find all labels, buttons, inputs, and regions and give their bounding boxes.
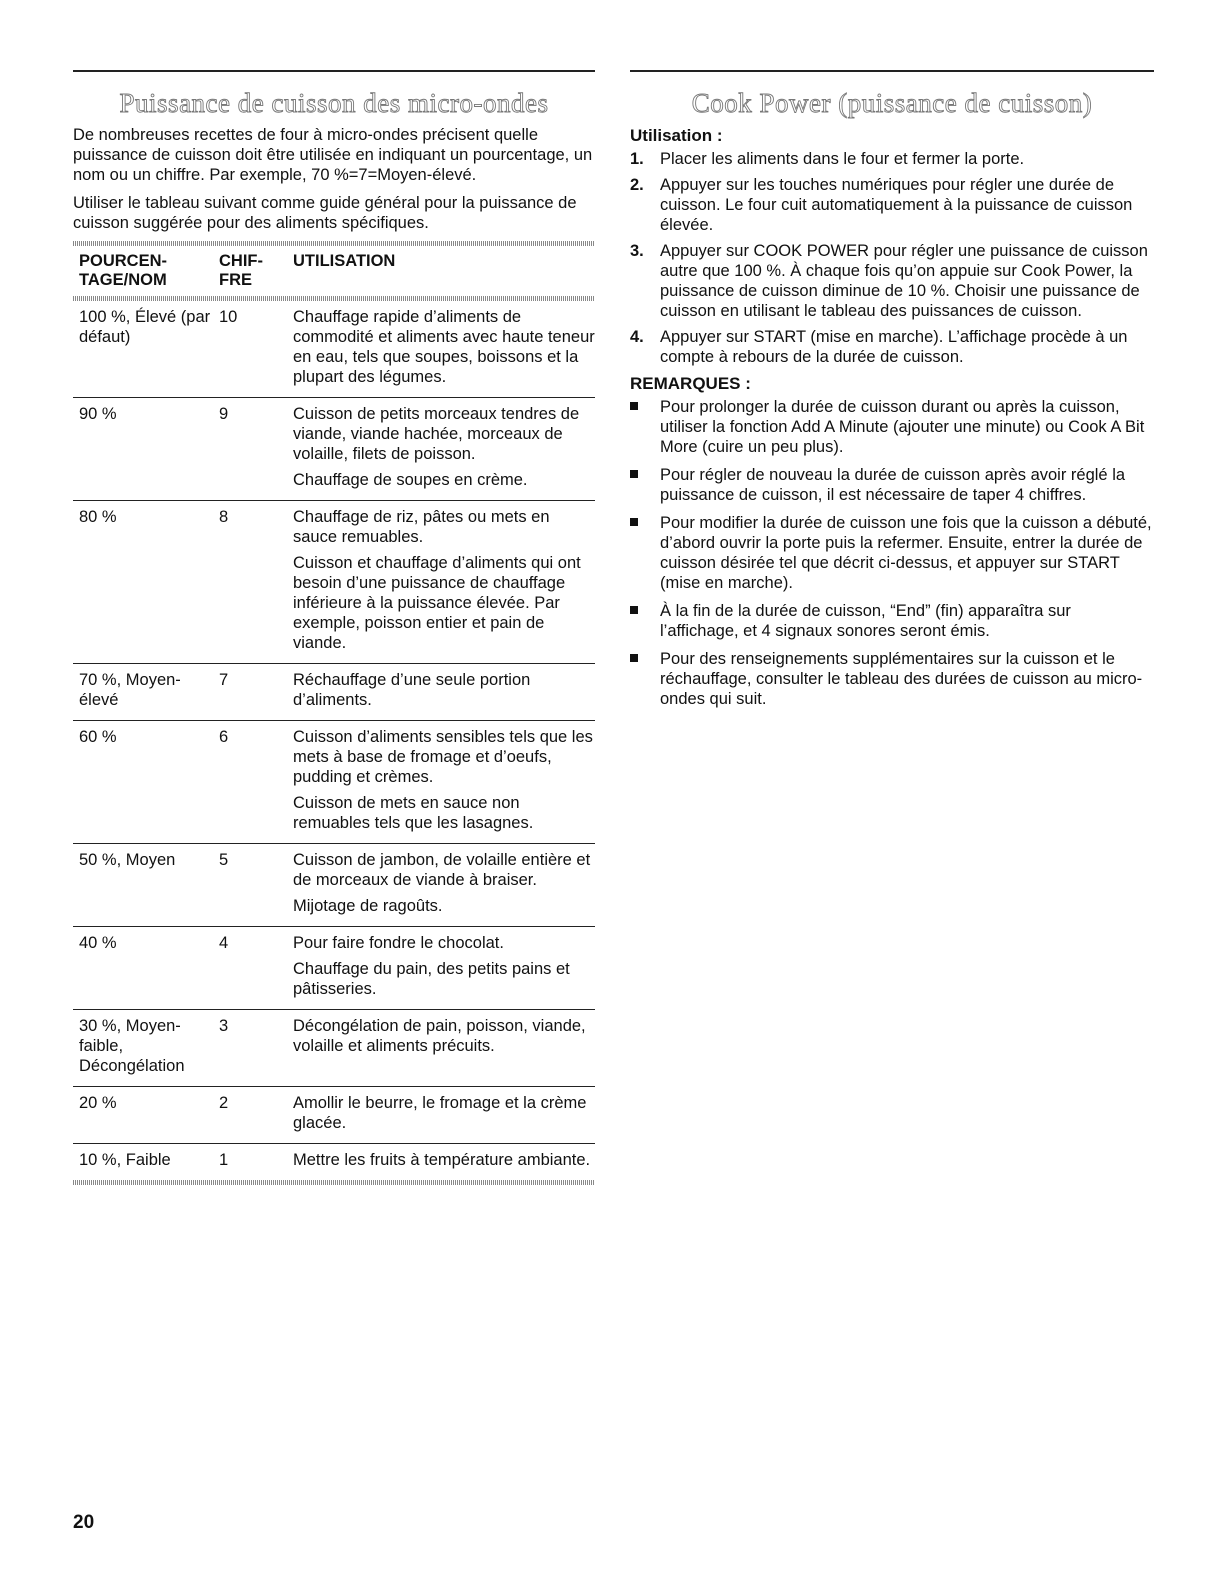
note-item xyxy=(630,649,1154,709)
row-name: 60 % xyxy=(73,721,219,844)
left-column xyxy=(73,70,595,1191)
step-text: Appuyer sur COOK POWER pour régler une puissance de cuisson autre que 100 %. À chaque fois qu’on appuie sur Cook Power, la puissance de cuisson diminue de 10 %. Choisir une puissance de cuisson en utilisant le tableau des puissances de cuisson. xyxy=(660,242,1148,320)
step-number: 3. xyxy=(630,242,644,260)
top-rule xyxy=(630,70,1154,72)
table-top-rule xyxy=(73,241,595,246)
note-text: Pour modifier la durée de cuisson une fois que la cuisson a débuté, d’abord ouvrir la porte puis la refermer. Ensuite, entrer la durée de cuisson désirée tel que décrit ci-dessus, et appuyer sur START (mise en marche). xyxy=(660,514,1152,592)
row-number: 7 xyxy=(219,664,293,721)
row-usage: Mijotage de ragoûts. xyxy=(293,897,443,915)
square-bullet-icon xyxy=(630,654,638,662)
row-usage: Chauffage du pain, des petits pains et pâtisseries. xyxy=(293,960,570,998)
table-row xyxy=(73,1087,595,1144)
cook-power-table xyxy=(73,252,595,1174)
step-text: Placer les aliments dans le four et fermer la porte. xyxy=(660,150,1025,168)
row-number: 9 xyxy=(219,398,293,501)
row-name: 40 % xyxy=(73,927,219,1010)
row-name: 10 %, Faible xyxy=(79,1151,171,1169)
row-usage: Cuisson de jambon, de volaille entière et de morceaux de viande à braiser. xyxy=(293,851,591,889)
table-row xyxy=(73,721,595,844)
table-bottom-rule xyxy=(73,1180,595,1185)
table-row xyxy=(73,398,595,501)
row-number: 6 xyxy=(219,721,293,844)
table-row xyxy=(73,927,595,1010)
table-row xyxy=(73,1010,595,1087)
step-number: 4. xyxy=(630,328,644,346)
note-item xyxy=(630,465,1154,505)
step-item xyxy=(630,149,1154,169)
top-rule xyxy=(73,70,595,72)
intro-paragraph: Utiliser le tableau suivant comme guide général pour la puissance de cuisson suggérée pour des aliments spécifiques. xyxy=(73,194,577,232)
note-text: Pour régler de nouveau la durée de cuisson après avoir réglé la puissance de cuisson, il est nécessaire de taper 4 chiffres. xyxy=(660,466,1126,504)
row-usage: Cuisson d’aliments sensibles tels que les mets à base de fromage et d’oeufs, pudding et crèmes. xyxy=(293,728,593,786)
row-name: 50 %, Moyen xyxy=(73,844,219,927)
step-item xyxy=(630,175,1154,235)
row-number: 3 xyxy=(219,1010,293,1087)
square-bullet-icon xyxy=(630,470,638,478)
row-usage: Cuisson de mets en sauce non remuables tels que les lasagnes. xyxy=(293,794,534,832)
note-text: Pour des renseignements supplémentaires sur la cuisson et le réchauffage, consulter le tableau des durées de cuisson au micro-ondes qui suit. xyxy=(660,650,1143,708)
step-item xyxy=(630,327,1154,367)
row-number: 8 xyxy=(219,501,293,664)
notes-list xyxy=(630,397,1154,709)
note-item xyxy=(630,601,1154,641)
table-row xyxy=(73,501,595,664)
row-number: 1 xyxy=(219,1151,229,1169)
header-percentage-name: POURCEN- TAGE/NOM xyxy=(79,252,168,289)
row-name: 70 %, Moyen-élevé xyxy=(73,664,219,721)
note-item xyxy=(630,397,1154,457)
intro-paragraph: De nombreuses recettes de four à micro-ondes précisent quelle puissance de cuisson doit être utilisée en indiquant un pourcentage, un nom ou un chiffre. Par exemple, 70 %=7=Moyen-élevé. xyxy=(73,126,593,184)
row-name: 80 % xyxy=(73,501,219,664)
section-title: Cook Power (puissance de cuisson) xyxy=(691,88,1093,118)
note-text: À la fin de la durée de cuisson, “End” (fin) apparaîtra sur l’affichage, et 4 signaux sonores seront émis. xyxy=(660,602,1071,640)
row-usage: Pour faire fondre le chocolat. xyxy=(293,934,504,952)
row-usage: Chauffage de riz, pâtes ou mets en sauce remuables. xyxy=(293,508,550,546)
note-text: Pour prolonger la durée de cuisson durant ou après la cuisson, utiliser la fonction Add A Minute (ajouter une minute) ou Cook A Bit More (cuire un peu plus). xyxy=(660,398,1145,456)
step-item xyxy=(630,241,1154,321)
row-usage: Amollir le beurre, le fromage et la crème glacée. xyxy=(293,1094,587,1132)
row-number: 2 xyxy=(219,1087,293,1144)
header-usage: UTILISATION xyxy=(293,252,396,270)
row-name: 90 % xyxy=(73,398,219,501)
table-row xyxy=(73,1144,595,1175)
row-name: 30 %, Moyen-faible, Décongélation xyxy=(73,1010,219,1087)
table-row xyxy=(73,844,595,927)
row-usage: Chauffage de soupes en crème. xyxy=(293,471,528,489)
square-bullet-icon xyxy=(630,606,638,614)
square-bullet-icon xyxy=(630,518,638,526)
row-usage: Décongélation de pain, poisson, viande, volaille et aliments précuits. xyxy=(293,1017,586,1055)
row-name: 20 % xyxy=(73,1087,219,1144)
table-header-row xyxy=(73,252,595,292)
row-usage: Chauffage rapide d’aliments de commodité et aliments avec haute teneur en eau, tels que soupes, boissons et la plupart des légumes. xyxy=(293,308,595,386)
usage-heading: Utilisation : xyxy=(630,126,723,145)
notes-heading: REMARQUES : xyxy=(630,374,751,393)
step-number: 1. xyxy=(630,150,644,168)
header-number: CHIF- FRE xyxy=(219,252,263,289)
row-usage: Cuisson et chauffage d’aliments qui ont besoin d’une puissance de chauffage inférieure à la puissance élevée. Par exemple, poisson entier et pain de viande. xyxy=(293,554,581,652)
page-number: 20 xyxy=(73,1512,95,1533)
step-text: Appuyer sur les touches numériques pour régler une durée de cuisson. Le four cuit automatiquement à la puissance de cuisson élevée. xyxy=(660,176,1133,234)
row-usage: Mettre les fruits à température ambiante. xyxy=(293,1151,591,1169)
row-number: 10 xyxy=(219,301,293,398)
square-bullet-icon xyxy=(630,402,638,410)
section-title: Puissance de cuisson des micro-ondes xyxy=(119,88,549,118)
note-item xyxy=(630,513,1154,593)
table-row xyxy=(73,664,595,721)
step-number: 2. xyxy=(630,176,644,194)
row-usage: Cuisson de petits morceaux tendres de viande, viande hachée, morceaux de volaille, filets de poisson. xyxy=(293,405,580,463)
step-text: Appuyer sur START (mise en marche). L’affichage procède à un compte à rebours de la durée de cuisson. xyxy=(660,328,1128,366)
table-row xyxy=(73,301,595,398)
row-name: 100 %, Élevé (par défaut) xyxy=(73,301,219,398)
row-usage: Réchauffage d’une seule portion d’aliments. xyxy=(293,671,531,709)
steps-list xyxy=(630,149,1154,367)
right-column xyxy=(630,70,1154,717)
row-number: 5 xyxy=(219,844,293,927)
row-number: 4 xyxy=(219,927,293,1010)
